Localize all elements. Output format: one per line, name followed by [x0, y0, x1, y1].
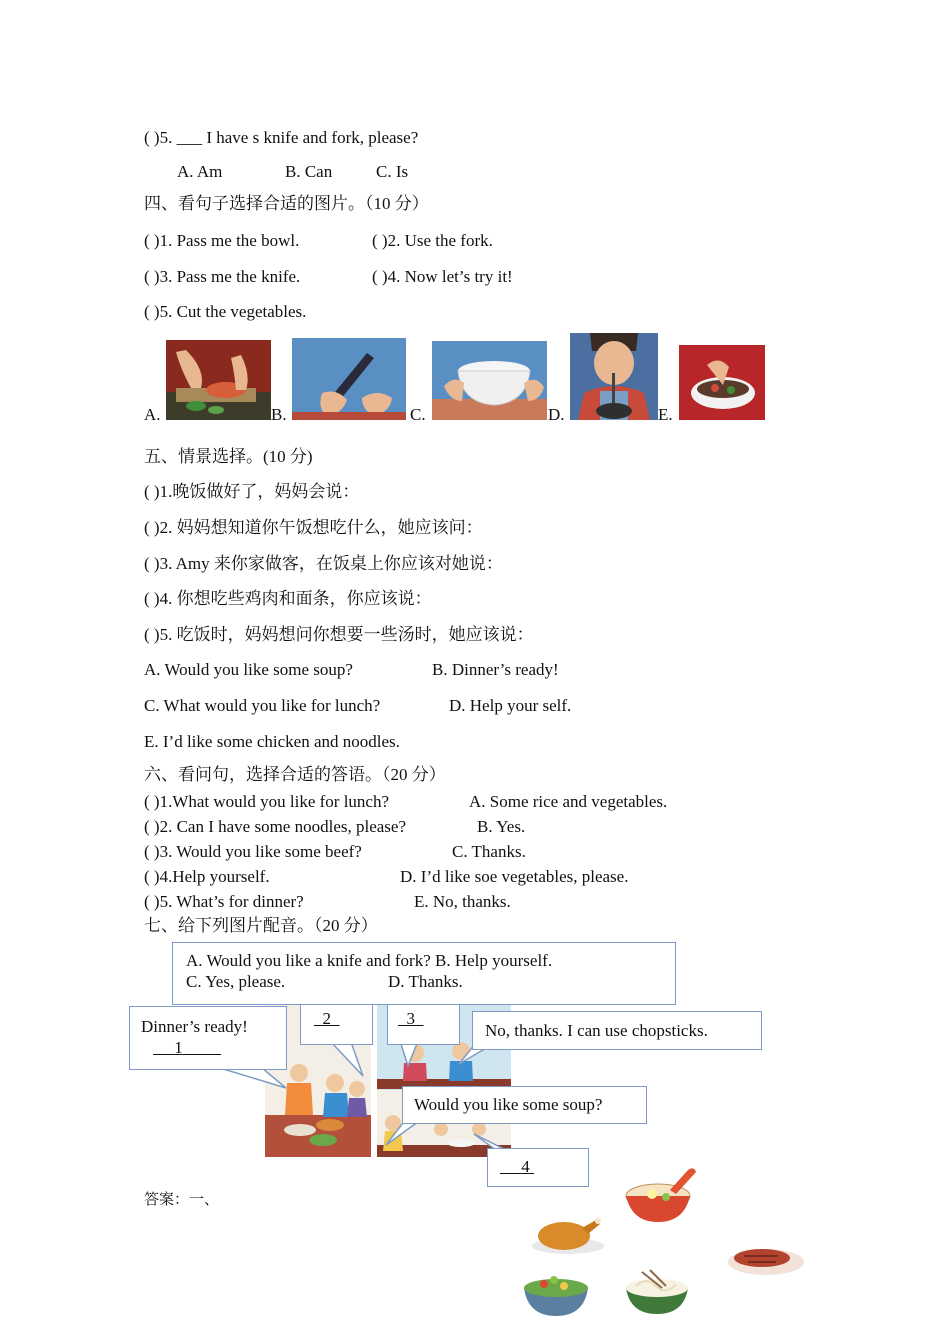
bubble-4: [487, 1148, 589, 1187]
bubble-soup: [402, 1086, 647, 1124]
option-5-d: D. Help your self.: [449, 696, 572, 715]
bubble-chopsticks: [472, 1011, 762, 1050]
answer-6-b: B. Yes.: [477, 817, 526, 836]
option-5-e: E. I’d like some chicken and noodles.: [144, 732, 400, 751]
part7-options-line1: A. Would you like a knife and fork? B. Help yourself.: [186, 951, 553, 970]
picture-bowl: [432, 341, 547, 420]
bubble-soup-text: Would you like some soup?: [414, 1095, 603, 1114]
bubble-chopsticks-text: No, thanks. I can use chopsticks.: [485, 1021, 708, 1040]
picture-label-a: A.: [144, 405, 161, 424]
picture-trying-food: [570, 333, 658, 420]
question-4-2: ( )2. Use the fork.: [372, 231, 493, 250]
part7-options-box: [172, 942, 676, 1005]
question-6-4: ( )4.Help yourself.: [144, 867, 270, 886]
part7-option-c: C. Yes, please.: [186, 972, 286, 991]
blank-4: 4: [521, 1157, 530, 1176]
blank-2: 2: [322, 1009, 331, 1028]
question-6-5: ( )5. What’s for dinner?: [144, 892, 304, 911]
part6-heading: 六、看问句，选择合适的答语。（20 分）: [144, 765, 446, 784]
salad-bowl-icon: [520, 1268, 592, 1320]
question-5-4: ( )4. 你想吃些鸡肉和面条，你应该说：: [144, 589, 432, 608]
answer-6-a: A. Some rice and vegetables.: [469, 792, 668, 811]
question-6-2: ( )2. Can I have some noodles, please?: [144, 817, 406, 836]
bubble-2: [300, 1004, 373, 1045]
picture-label-c: C.: [410, 405, 426, 424]
question-4-4: ( )4. Now let’s try it!: [372, 267, 513, 286]
soup-bowl-icon: [622, 1164, 700, 1226]
picture-label-d: D.: [548, 405, 565, 424]
picture-cutting-vegetables: [166, 340, 271, 420]
blank-1: 1: [174, 1038, 183, 1057]
question-4-3: ( )3. Pass me the knife.: [144, 267, 301, 286]
answer-6-c: C. Thanks.: [452, 842, 526, 861]
question-4-1: ( )1. Pass me the bowl.: [144, 231, 300, 250]
steak-icon: [726, 1240, 806, 1280]
picture-fork-salad: [679, 345, 765, 420]
bubble-dinner-ready: [129, 1006, 287, 1070]
question-3-5: ( )5. ___ I have s knife and fork, please?: [144, 128, 419, 147]
question-6-1: ( )1.What would you like for lunch?: [144, 792, 390, 811]
bubble-dinner-text: Dinner’s ready!: [141, 1017, 248, 1036]
question-5-2: ( )2. 妈妈想知道你午饭想吃什么，她应该问：: [144, 518, 483, 537]
part7-heading: 七、给下列图片配音。（20 分）: [144, 916, 378, 935]
part5-heading: 五、情景选择。(10 分): [144, 447, 313, 466]
blank-3: 3: [406, 1009, 415, 1028]
option-5-b: B. Dinner’s ready!: [432, 660, 559, 679]
part4-heading: 四、看句子选择合适的图片。（10 分）: [144, 194, 429, 213]
answer-6-d: D. I’d like soe vegetables, please.: [400, 867, 629, 886]
option-b: B. Can: [285, 162, 333, 181]
option-5-c: C. What would you like for lunch?: [144, 696, 381, 715]
picture-label-b: B.: [271, 405, 287, 424]
answers-label: 答案：一、: [144, 1192, 220, 1208]
picture-knife: [292, 338, 406, 420]
question-4-5: ( )5. Cut the vegetables.: [144, 302, 307, 321]
bubble-3: [387, 1004, 460, 1045]
question-6-3: ( )3. Would you like some beef?: [144, 842, 362, 861]
picture-label-e: E.: [658, 405, 673, 424]
option-5-a: A. Would you like some soup?: [144, 660, 353, 679]
part7-option-d: D. Thanks.: [388, 972, 463, 991]
question-5-1: ( )1.晚饭做好了，妈妈会说：: [144, 482, 360, 501]
bubble-2-tail: [325, 1040, 375, 1080]
question-5-3: ( )3. Amy 来你家做客，在饭桌上你应该对她说：: [144, 554, 503, 573]
option-a: A. Am: [177, 162, 223, 181]
question-5-5: ( )5. 吃饭时，妈妈想问你想要一些汤时，她应该说：: [144, 625, 534, 644]
roast-chicken-icon: [530, 1212, 608, 1256]
option-c: C. Is: [376, 162, 409, 181]
noodles-bowl-icon: [622, 1266, 692, 1318]
answer-6-e: E. No, thanks.: [414, 892, 511, 911]
